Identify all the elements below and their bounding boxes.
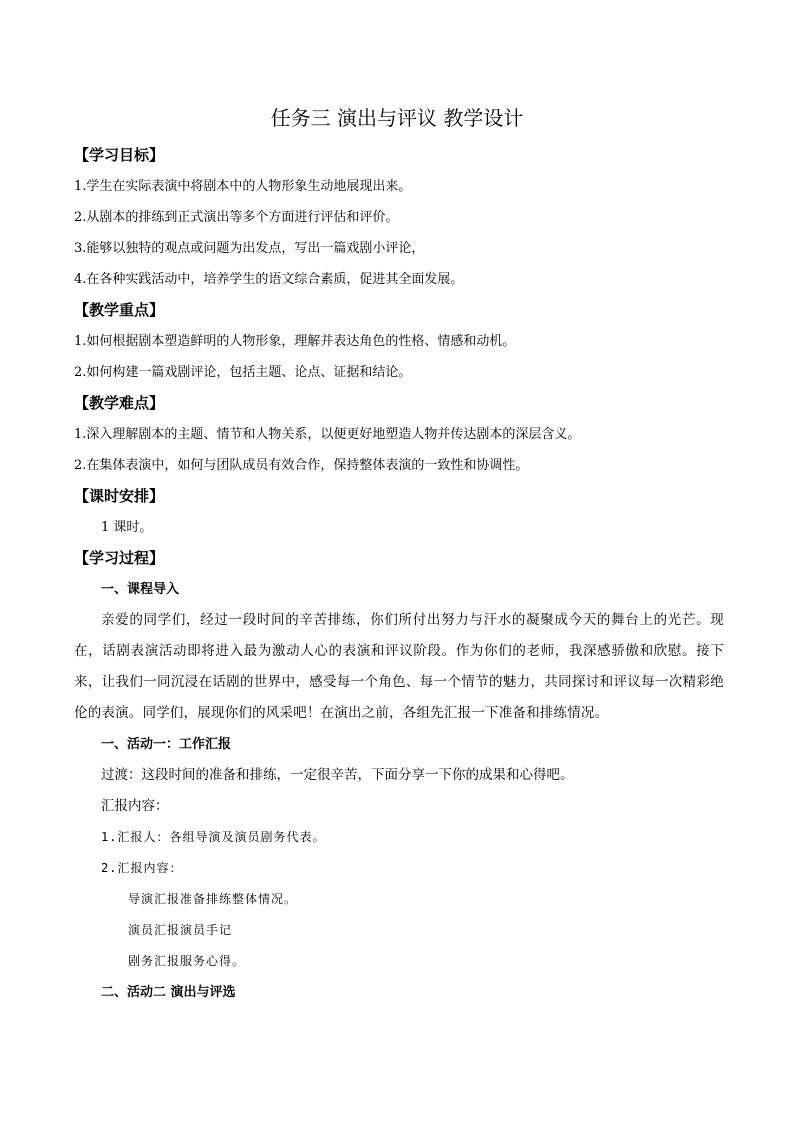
intro-heading: 一、课程导入 xyxy=(101,582,180,597)
schedule-text: 1 课时。 xyxy=(101,520,153,535)
activity2-heading: 二、活动二 演出与评选 xyxy=(101,985,236,1000)
objective-item: 3.能够以独特的观点或问题为出发点，写出一篇戏剧小评论， xyxy=(74,241,425,256)
objective-item: 1.学生在实际表演中将剧本中的人物形象生动地展现出来。 xyxy=(74,179,412,194)
difficulty-item: 1.深入理解剧本的主题、情节和人物关系，以便更好地塑造人物并传达剧本的深层含义。 xyxy=(74,427,581,442)
report-subitem: 演员汇报演员手记 xyxy=(128,923,233,937)
section-heading-objectives: 【学习目标】 xyxy=(74,146,165,164)
intro-paragraph: 亲爱的同学们，经过一段时间的辛苦排练，你们所付出努力与汗水的凝聚成今天的舞台上的光芒。现在，话剧表演活动即将进入最为激动人心的表演和评议阶段。作为你们的老师，我深感骄傲和欣慰。接下来，让我们一同沉浸在话剧的世界中，感受每一个角色、每一个情节的魅力，共同探讨和评议每一次精彩绝伦的表演。同学们，展现你们的风采吧！在演出之前，各组先汇报一下准备和排练情况。 xyxy=(74,612,724,721)
document-title: 任务三 演出与评议 教学设计 xyxy=(270,106,524,130)
report-subitem: 剧务汇报服务心得。 xyxy=(128,954,246,968)
report-subitem: 导演汇报准备排练整体情况。 xyxy=(128,892,298,906)
section-heading-difficulties: 【教学难点】 xyxy=(74,394,165,412)
report-item: 1.汇报人：各组导演及演员剧务代表。 xyxy=(101,830,326,844)
objective-item: 4.在各种实践活动中，培养学生的语文综合素质，促进其全面发展。 xyxy=(74,272,464,287)
objective-item: 2.从剧本的排练到正式演出等多个方面进行评估和评价。 xyxy=(74,210,399,225)
key-point-item: 1.如何根据剧本塑造鲜明的人物形象，理解并表达角色的性格、情感和动机。 xyxy=(74,334,516,349)
activity1-heading: 一、活动一：工作汇报 xyxy=(101,737,232,752)
key-point-item: 2.如何构建一篇戏剧评论，包括主题、论点、证据和结论。 xyxy=(74,365,412,380)
section-heading-process: 【学习过程】 xyxy=(74,549,165,567)
report-label: 汇报内容： xyxy=(101,798,169,814)
section-heading-schedule: 【课时安排】 xyxy=(74,487,165,505)
report-item: 2.汇报内容： xyxy=(101,861,183,875)
difficulty-item: 2.在集体表演中，如何与团队成员有效合作，保持整体表演的一致性和协调性。 xyxy=(74,458,529,473)
section-heading-key-points: 【教学重点】 xyxy=(74,301,165,319)
document-body xyxy=(74,140,724,1008)
transition-text: 过渡：这段时间的准备和排练，一定很辛苦，下面分享一下你的成果和心得吧。 xyxy=(101,767,574,783)
